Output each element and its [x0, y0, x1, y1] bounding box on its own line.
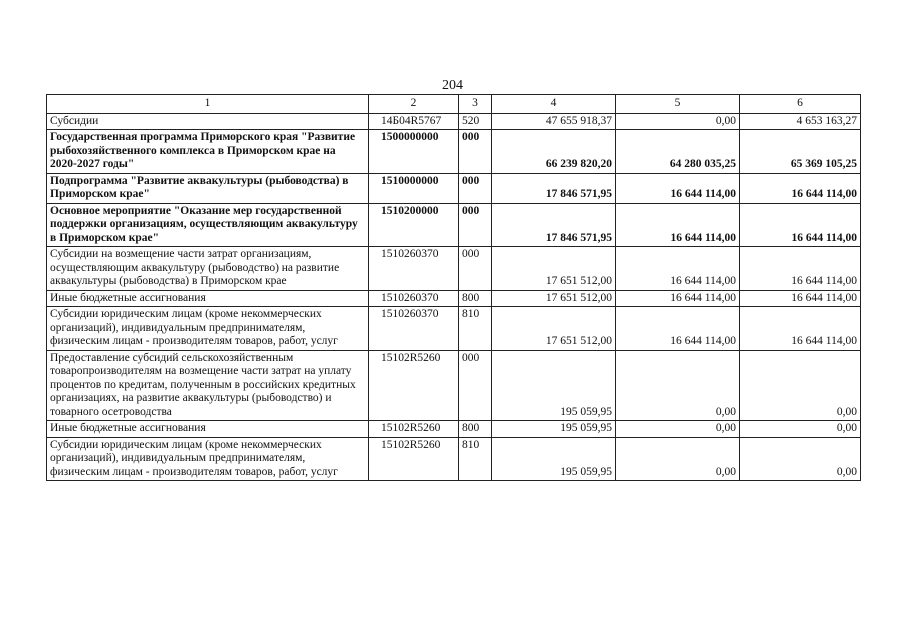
- column-header: 6: [740, 95, 861, 114]
- row-type-cell: 000: [459, 173, 492, 203]
- row-value-col5: 64 280 035,25: [616, 130, 740, 174]
- row-name-cell: Государственная программа Приморского края "Развитие рыбохозяйственного комплекса в Приморском крае на 2020-2027 годы": [47, 130, 369, 174]
- row-value-col4: 195 059,95: [492, 350, 616, 421]
- row-name-cell: Иные бюджетные ассигнования: [47, 290, 369, 307]
- row-code-cell: 1510000000: [369, 173, 459, 203]
- table-row: [47, 113, 861, 130]
- row-value-col4: 17 846 571,95: [492, 173, 616, 203]
- row-value-col6: 16 644 114,00: [740, 307, 861, 351]
- row-value-col5: 16 644 114,00: [616, 307, 740, 351]
- row-value-col4: 195 059,95: [492, 437, 616, 481]
- row-code-cell: 14Б04R5767: [369, 113, 459, 130]
- table-row: [47, 173, 861, 203]
- table-row: [47, 290, 861, 307]
- row-value-col6: 0,00: [740, 437, 861, 481]
- row-value-col6: 65 369 105,25: [740, 130, 861, 174]
- row-value-col5: 16 644 114,00: [616, 203, 740, 247]
- row-value-col6: 16 644 114,00: [740, 173, 861, 203]
- row-code-cell: 1500000000: [369, 130, 459, 174]
- row-value-col4: 17 651 512,00: [492, 247, 616, 291]
- row-value-col5: 0,00: [616, 350, 740, 421]
- row-value-col4: 195 059,95: [492, 421, 616, 438]
- row-type-cell: 520: [459, 113, 492, 130]
- table-row: [47, 203, 861, 247]
- row-value-col6: 0,00: [740, 421, 861, 438]
- row-value-col6: 0,00: [740, 350, 861, 421]
- row-code-cell: 15102R5260: [369, 437, 459, 481]
- row-code-cell: 1510200000: [369, 203, 459, 247]
- row-name-cell: Субсидии юридическим лицам (кроме некоммерческих организаций), индивидуальным предпринимателям, физическим лицам - производителям товаров, работ, услуг: [47, 437, 369, 481]
- row-type-cell: 810: [459, 437, 492, 481]
- row-value-col4: 17 846 571,95: [492, 203, 616, 247]
- row-value-col6: 16 644 114,00: [740, 203, 861, 247]
- row-name-cell: Подпрограмма "Развитие аквакультуры (рыбоводства) в Приморском крае": [47, 173, 369, 203]
- table-row: [47, 437, 861, 481]
- row-code-cell: 15102R5260: [369, 350, 459, 421]
- page-number: 204: [442, 78, 463, 93]
- row-type-cell: 810: [459, 307, 492, 351]
- table-row: [47, 130, 861, 174]
- row-code-cell: 15102R5260: [369, 421, 459, 438]
- row-name-cell: Иные бюджетные ассигнования: [47, 421, 369, 438]
- column-header: 4: [492, 95, 616, 114]
- row-value-col5: 16 644 114,00: [616, 247, 740, 291]
- row-name-cell: Основное мероприятие "Оказание мер государственной поддержки организациям, осуществляющим аквакультуру в Приморском крае": [47, 203, 369, 247]
- column-header: 3: [459, 95, 492, 114]
- row-value-col4: 66 239 820,20: [492, 130, 616, 174]
- row-type-cell: 800: [459, 290, 492, 307]
- row-code-cell: 1510260370: [369, 290, 459, 307]
- table-row: [47, 247, 861, 291]
- row-name-cell: Субсидии: [47, 113, 369, 130]
- row-type-cell: 000: [459, 203, 492, 247]
- row-code-cell: 1510260370: [369, 307, 459, 351]
- row-value-col6: 16 644 114,00: [740, 290, 861, 307]
- budget-table-body: [47, 95, 861, 481]
- row-type-cell: 000: [459, 350, 492, 421]
- row-value-col5: 16 644 114,00: [616, 290, 740, 307]
- row-type-cell: 800: [459, 421, 492, 438]
- row-value-col4: 17 651 512,00: [492, 307, 616, 351]
- row-code-cell: 1510260370: [369, 247, 459, 291]
- row-value-col4: 47 655 918,37: [492, 113, 616, 130]
- row-value-col6: 16 644 114,00: [740, 247, 861, 291]
- row-name-cell: Субсидии юридическим лицам (кроме некоммерческих организаций), индивидуальным предпринимателям, физическим лицам - производителям товаров, работ, услуг: [47, 307, 369, 351]
- column-header: 2: [369, 95, 459, 114]
- row-name-cell: Субсидии на возмещение части затрат организациям, осуществляющим аквакультуру (рыбоводство) на развитие аквакультуры (рыбоводства) в Приморском крае: [47, 247, 369, 291]
- row-type-cell: 000: [459, 130, 492, 174]
- table-row: [47, 307, 861, 351]
- budget-table: [46, 94, 861, 481]
- table-row: [47, 421, 861, 438]
- row-value-col5: 0,00: [616, 437, 740, 481]
- row-value-col5: 0,00: [616, 113, 740, 130]
- row-value-col5: 0,00: [616, 421, 740, 438]
- row-value-col5: 16 644 114,00: [616, 173, 740, 203]
- row-value-col6: 4 653 163,27: [740, 113, 861, 130]
- row-name-cell: Предоставление субсидий сельскохозяйственным товаропроизводителям на возмещение части затрат на уплату процентов по кредитам, полученным в российских кредитных организациях, на развитие аквакультуры (рыбоводство) и товарного осетроводства: [47, 350, 369, 421]
- table-row: [47, 350, 861, 421]
- row-type-cell: 000: [459, 247, 492, 291]
- row-value-col4: 17 651 512,00: [492, 290, 616, 307]
- table-header-row: [47, 95, 861, 114]
- column-header: 1: [47, 95, 369, 114]
- column-header: 5: [616, 95, 740, 114]
